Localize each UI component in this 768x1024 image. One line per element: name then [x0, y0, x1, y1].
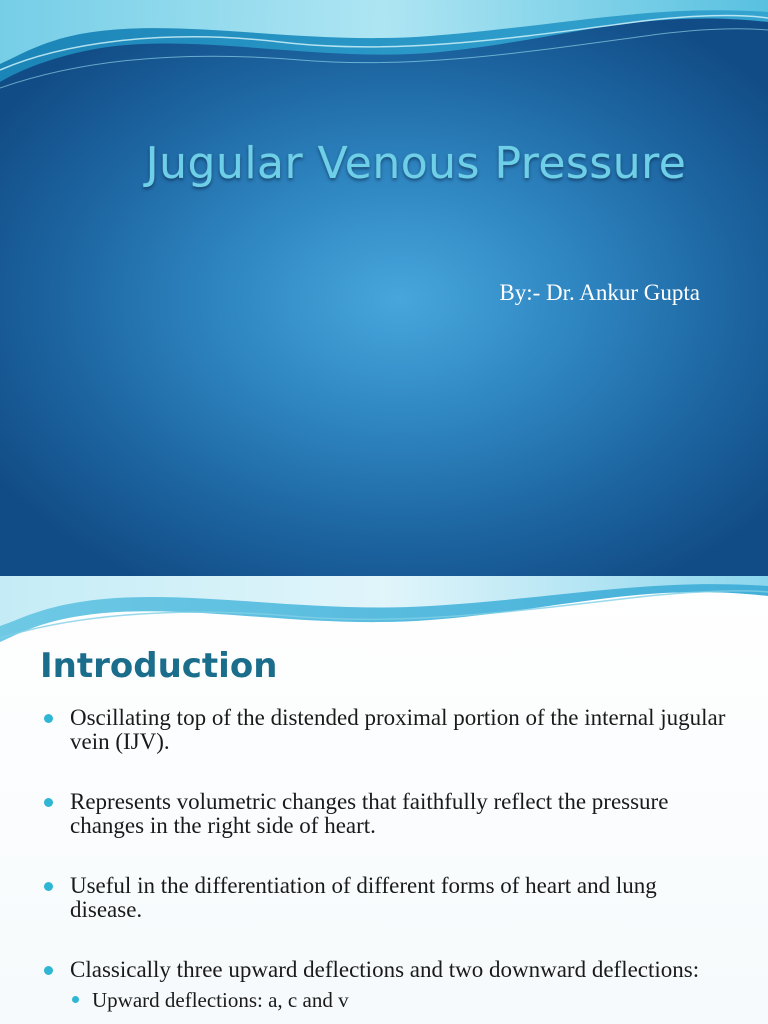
wave-decoration	[0, 0, 768, 110]
bullet-text: Useful in the differentiation of different forms of heart and lung disease.	[70, 873, 657, 922]
list-item	[44, 706, 734, 754]
bullet-text: Oscillating top of the distended proximal portion of the internal jugular vein (IJV).	[70, 705, 726, 754]
content-slide	[0, 576, 768, 1024]
round-bullet-icon	[44, 882, 53, 891]
bullet-text: Classically three upward deflections and two downward deflections:	[70, 957, 700, 982]
bullet-list	[44, 706, 734, 1024]
slide-title: Jugular Venous Pressure	[145, 138, 687, 189]
round-bullet-icon	[44, 798, 53, 807]
slide-subtitle: By:- Dr. Ankur Gupta	[499, 280, 700, 305]
list-item	[44, 790, 734, 838]
round-bullet-icon	[72, 996, 79, 1003]
list-item	[44, 958, 734, 1012]
list-item	[44, 874, 734, 922]
sub-bullet-text: Upward deflections: a, c and v	[92, 988, 349, 1012]
wave-decoration	[0, 576, 768, 656]
sub-bullet-list	[70, 988, 734, 1012]
bullet-text: Represents volumetric changes that faithfully reflect the pressure changes in the right side of heart.	[70, 789, 669, 838]
slide-heading: Introduction	[40, 646, 278, 686]
sub-list-item	[70, 988, 734, 1012]
round-bullet-icon	[44, 714, 53, 723]
round-bullet-icon	[44, 966, 53, 975]
